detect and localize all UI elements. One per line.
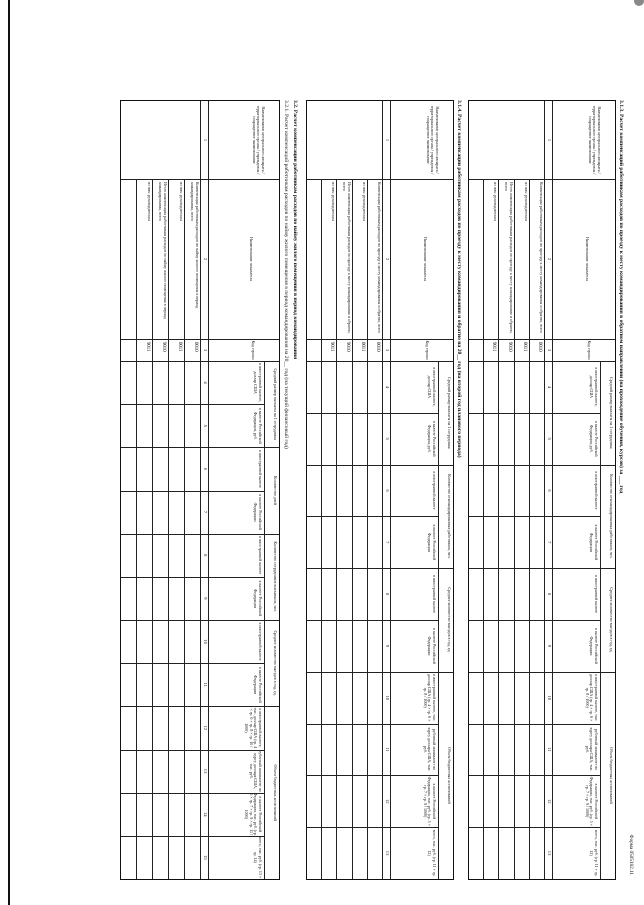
subcol-header: всего, тыс. руб. (гр. 13 + гр. 14): [253, 836, 263, 879]
numrow-bottom: [544, 101, 545, 879]
column-number: 7: [203, 510, 208, 514]
section-3-table: [120, 100, 280, 880]
group-header: Объем бюджетных ассигнований: [447, 747, 452, 804]
column-number: 11: [385, 747, 390, 752]
column-number: 8: [385, 592, 390, 596]
column-number: 9: [203, 597, 208, 600]
subcol-line: [307, 775, 439, 776]
column-number: 12: [547, 799, 552, 804]
header-bottom: [552, 101, 553, 879]
subcol-header: в иностранной валюте, доллар США: [589, 367, 599, 407]
row-label: Итого компенсация работникам расходов по проезду к месту командирования и обратно, всего: [342, 182, 352, 334]
subcol-header: в иностранной валюте, доллар США: [253, 363, 263, 403]
column-number: 2: [547, 257, 552, 261]
section-3-subtitle: 3.2.1. Расчет компенсаций работникам расходов по найму жилого помещения в период командирования на 20__ год (на текущий финансовый год): [283, 100, 289, 449]
row-code: 9011: [145, 342, 150, 352]
column-number: 10: [547, 695, 552, 700]
group-header: Средний размер выплаты на 1 сотрудника: [447, 377, 452, 449]
col-line: [307, 339, 453, 340]
subcol-header: в валюте Российской Федерации, руб.: [589, 420, 599, 457]
subcol-header: рублевый эквивалент по курсу доллара США, тыс. руб.: [584, 727, 599, 772]
column-number: 3: [547, 348, 552, 352]
row-line: [152, 179, 153, 879]
subcol-header: в валюте Российской Федерации: [253, 666, 263, 703]
header-org: Наименование центрального аппарата / территориального органа / учреждения / сокращенное наименование: [587, 105, 602, 175]
column-number: 10: [385, 695, 390, 700]
row-code: 9010: [506, 342, 512, 352]
row-label: из них: руководителям: [523, 182, 529, 221]
column-number: 13: [547, 850, 552, 856]
subcol-line: [121, 706, 265, 707]
subcol-header: в иностранной валюте: [594, 471, 599, 510]
row-line: [321, 179, 322, 879]
column-number: 14: [203, 811, 208, 817]
subcol-line: [121, 534, 265, 535]
group-header: Средний размер выплаты на 1 сотрудника: [609, 377, 614, 449]
subcol-line: [307, 620, 439, 621]
row-label: из них: руководителям: [147, 182, 152, 221]
subcol-line: [307, 568, 439, 569]
subcol-line: [307, 672, 439, 673]
row-code: 0011: [177, 342, 182, 352]
row-label: из них: руководителям: [179, 182, 184, 221]
column-number: 4: [203, 381, 208, 384]
row-code: 0010: [537, 342, 542, 352]
subcol-header: всего, тыс. руб. (гр. 11 + гр. 12): [589, 829, 599, 877]
col-line: [469, 339, 615, 340]
col-line: [307, 179, 453, 180]
column-number: 11: [547, 747, 552, 752]
subcol-header: в валюте Российской Федерации: [253, 580, 263, 617]
subcol-line: [121, 793, 265, 794]
column-number: 1: [385, 138, 390, 142]
row-label: Компенсация работникам расходов по проезду к месту командирования и обратно, всего: [377, 182, 382, 334]
form-code: Форма 0505182.11: [628, 834, 634, 875]
subcol-line: [469, 775, 601, 776]
group-header: Средний размер выплаты на 1 сотрудника: [273, 368, 278, 440]
subcol-line: [469, 465, 601, 466]
section-3-title: 3.2. Расчет компенсации работникам расходов по найму жилого помещения в период командирования: [292, 100, 298, 360]
section-1-title: 3.1.3. Расчет компенсаций работникам расходов по проезду к месту командирования в обратном направлении (на прохождение обучения, курсов) за ___ год: [618, 100, 624, 494]
section-2-table: [306, 100, 454, 880]
column-number: 8: [203, 554, 208, 557]
subcol-header: рублевый эквивалент по курсу доллара США, тыс. руб.: [422, 727, 437, 772]
group-header: Среднее количество выездов в год, ед.: [447, 587, 452, 653]
column-number: 6: [203, 467, 208, 471]
row-line: [514, 179, 515, 879]
subcol-header: в валюте Российской Федерации: [589, 628, 599, 664]
row-line: [367, 179, 368, 879]
row-label: Компенсация работникам расходов по проезду к месту командирования и обратно, всего: [539, 182, 544, 334]
subcol-line: [307, 827, 439, 828]
subcol-header: в иностранной валюте: [432, 575, 437, 614]
row-label: из них: руководителям: [361, 182, 367, 221]
subcol-header: в валюте Российской Федерации, тыс. руб. (гр. 5 × гр. 7 × гр. 9 / 1000): [584, 776, 599, 826]
column-number: 3: [203, 348, 208, 352]
column-number: 4: [547, 385, 552, 389]
group-header: Среднее количество выездов в год, ед.: [273, 630, 278, 696]
column-number: 7: [385, 541, 390, 544]
header-org: Наименование центрального аппарата / территориального органа / учреждения / сокращенное наименование: [251, 105, 266, 175]
column-number: 3: [385, 348, 390, 352]
group-header: Среднее количество выездов в год, ед.: [609, 587, 614, 653]
column-number: 5: [203, 424, 208, 427]
subcol-header: в иностранной валюте, тыс. доллар США (гр. 4 × гр. 6 × гр. 8 / 1000): [584, 673, 599, 722]
column-number: 2: [203, 257, 208, 261]
section-2-title: 3.1.4. Расчет компенсации работникам расходов по проезду к месту командирования и обратно на 20__ год (на второй год планового периода): [456, 100, 462, 458]
subcol-line: [469, 724, 601, 725]
header-bottom: [390, 101, 391, 879]
row-label: Итого компенсация работникам расходов по проезду к месту командирования и обратно, всего: [504, 182, 514, 334]
row-line: [498, 179, 499, 879]
row-code: 0010: [375, 342, 380, 352]
header-indicator: Наименование показателя: [585, 236, 590, 282]
column-number: 2: [385, 257, 390, 261]
group-header: Количество дней: [273, 476, 278, 505]
subcol-line: [469, 516, 601, 517]
subcol-header: в иностранной валюте: [432, 471, 437, 510]
column-number: 7: [547, 541, 552, 544]
scan-edge: [8, 0, 10, 905]
subcol-line: [469, 827, 601, 828]
row-label: Компенсация работникам расходов по найму жилого помещения в период командирования, всего: [190, 182, 200, 309]
punch-hole: [634, 0, 644, 6]
subcol-header: в валюте Российской Федерации, руб.: [427, 420, 437, 457]
row-line: [168, 179, 169, 879]
subcol-line: [121, 577, 265, 578]
subcol-line: [121, 447, 265, 448]
column-number: 5: [547, 437, 552, 440]
row-label: из них: руководителям: [331, 182, 337, 221]
subcol-line: [121, 750, 265, 751]
column-number: 1: [547, 138, 552, 142]
subcol-line: [121, 620, 265, 621]
subcol-header: в иностранной валюте: [258, 622, 263, 661]
row-line: [136, 179, 137, 879]
column-number: 1: [203, 138, 208, 142]
header-code: Код строки: [425, 340, 430, 360]
column-number: 9: [385, 644, 390, 648]
numrow-bottom: [200, 101, 201, 879]
subcol-line: [307, 465, 439, 466]
subcol-header: в валюте Российской Федерации: [427, 628, 437, 664]
row-line: [184, 179, 185, 879]
subcol-line: [121, 836, 265, 837]
subcol-header: в валюте Российской Федерации: [589, 524, 599, 561]
header-indicator: Наименование показателя: [423, 236, 428, 282]
subcol-header: в валюте Российской Федерации: [253, 494, 263, 530]
row-code: 0010: [193, 342, 198, 352]
column-number: 10: [203, 639, 208, 644]
numrow-bottom: [382, 101, 383, 879]
header-bottom: [208, 101, 209, 879]
column-number: 11: [203, 682, 208, 687]
row-code: 0011: [521, 342, 527, 352]
header-org: Наименование центрального аппарата / территориального органа / учреждения / сокращенное наименование: [425, 105, 440, 175]
column-number: 6: [385, 489, 390, 492]
column-number: 15: [203, 855, 208, 860]
subcol-header: в валюте Российской Федерации, тыс. руб. (гр. 5 × гр. 7 × гр. 9 / 1000): [422, 776, 437, 826]
group-header: Объем бюджетных ассигнований: [609, 747, 614, 804]
row-code: 0011: [359, 342, 365, 352]
subcol-header: в иностранной валюте, доллар США: [427, 367, 437, 407]
subcol-header: рублевый эквивалент по курсу доллара США, тыс. руб.: [248, 750, 263, 792]
subcol-line: [307, 413, 439, 414]
subcol-header: в иностранной валюте, тыс. доллар США (гр. 4 × гр. 6 × гр. 8 × гр. 10 / 1000): [244, 707, 263, 749]
header-indicator: Наименование показателя: [249, 236, 254, 282]
header-code: Код строки: [587, 340, 592, 360]
column-number: 13: [385, 850, 390, 856]
subcol-line: [121, 491, 265, 492]
group-header: Количество откомандированных работников, чел.: [609, 474, 614, 559]
column-number: 12: [385, 799, 390, 804]
subcol-line: [469, 413, 601, 414]
row-label: Итого компенсация работникам расходов по найму жилого помещения в период командирования, всего: [158, 182, 168, 319]
row-code: 9011: [491, 342, 497, 352]
column-number: 6: [547, 489, 552, 492]
column-number: 9: [547, 644, 552, 648]
group-header: Количество сотрудников выехавших, чел.: [273, 541, 278, 613]
section-1-table: [468, 100, 616, 880]
subcol-line: [121, 663, 265, 664]
subcol-header: в иностранной валюте, тыс. доллар США (гр. 4 × гр. 6 × гр. 8 / 1000): [422, 673, 437, 722]
subcol-header: в иностранной валюте: [258, 536, 263, 575]
subcol-line: [469, 672, 601, 673]
row-line: [529, 179, 530, 879]
subcol-header: в валюте Российской Федерации, тыс. руб. (гр. 5 × гр. 7 × гр. 9 × гр. 11 / 1000): [244, 792, 263, 836]
subcol-header: в валюте Российской Федерации, руб.: [253, 407, 263, 444]
subcol-header: в валюте Российской Федерации: [427, 524, 437, 561]
header-code: Код строки: [251, 340, 256, 360]
subcol-line: [121, 404, 265, 405]
column-number: 12: [203, 725, 208, 731]
row-line: [352, 179, 353, 879]
column-number: 5: [385, 437, 390, 440]
row-label: из них: руководителям: [493, 182, 499, 221]
group-header: Количество откомандированных работников, чел.: [447, 474, 452, 559]
column-number: 13: [203, 768, 208, 774]
subcol-line: [307, 724, 439, 725]
row-line: [483, 179, 484, 879]
column-number: 8: [547, 592, 552, 596]
group-header: Объем бюджетных ассигнований: [273, 764, 278, 821]
column-number: 4: [385, 385, 390, 389]
row-line: [336, 179, 337, 879]
row-code: 9010: [344, 342, 350, 352]
row-code: 9010: [161, 342, 166, 352]
subcol-header: всего, тыс. руб. (гр. 11 + гр. 12): [427, 829, 437, 877]
subcol-line: [469, 620, 601, 621]
subcol-header: в иностранной валюте: [258, 449, 263, 488]
row-code: 9011: [329, 342, 335, 352]
subcol-line: [307, 516, 439, 517]
col-line: [469, 179, 615, 180]
subcol-line: [469, 568, 601, 569]
subcol-header: в иностранной валюте: [594, 575, 599, 614]
